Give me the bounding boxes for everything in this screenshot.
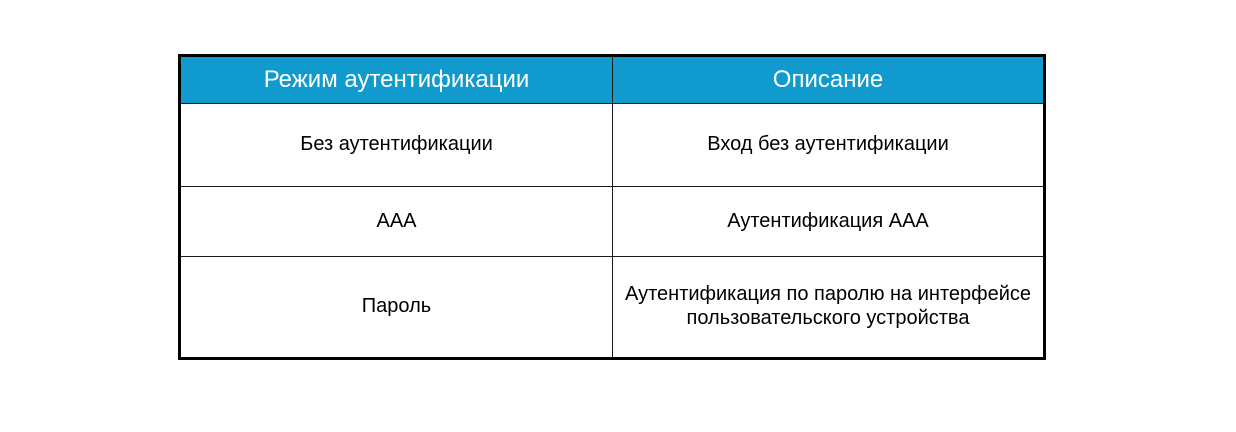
cell-description-aaa (612, 186, 1043, 256)
header-label-description: Описание (772, 65, 884, 93)
mode-label: Пароль (361, 295, 432, 318)
mode-label: Без аутентификации (300, 133, 493, 156)
cell-description-no-auth (612, 103, 1043, 186)
cell-mode-password (181, 256, 612, 357)
cell-mode-no-auth (181, 103, 612, 186)
description-label: Аутентификация по паролю на интерфейсе пользовательского устройства (625, 283, 1031, 329)
description-label: Вход без аутентификации (707, 133, 949, 156)
cell-mode-aaa (181, 186, 612, 256)
mode-label: AAA (376, 209, 417, 232)
cell-description-password (612, 256, 1043, 357)
auth-mode-table (178, 54, 1046, 360)
header-label-auth-mode: Режим аутентификации (263, 65, 530, 93)
description-label: Аутентификация AAA (727, 209, 929, 232)
header-cell-auth-mode (181, 57, 612, 103)
header-cell-description (612, 57, 1043, 103)
